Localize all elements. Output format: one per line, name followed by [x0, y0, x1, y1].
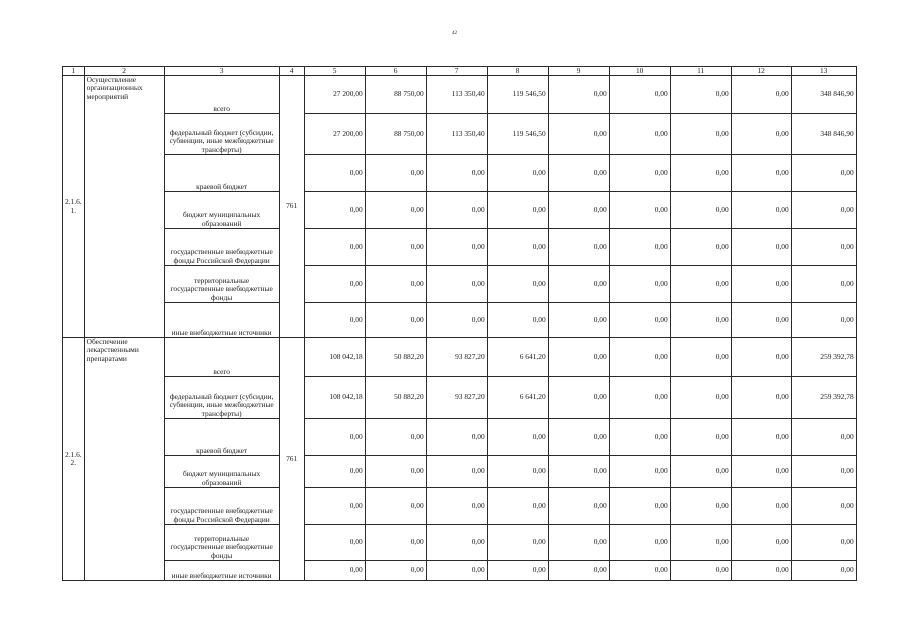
amount-cell: 0,00	[670, 76, 731, 114]
amount-cell: 0,00	[548, 114, 609, 155]
table-row	[63, 456, 857, 488]
grbs-code: 761	[279, 338, 304, 581]
funding-source: всего	[164, 76, 279, 114]
amount-cell: 0,00	[670, 192, 731, 229]
header-cell: 12	[731, 67, 791, 76]
amount-cell: 0,00	[426, 525, 487, 561]
page-number: 42	[452, 31, 457, 36]
header-cell: 8	[487, 67, 548, 76]
header-cell: 6	[365, 67, 426, 76]
amount-cell: 0,00	[426, 488, 487, 525]
amount-cell: 0,00	[731, 525, 791, 561]
amount-cell: 0,00	[609, 338, 670, 377]
amount-cell: 113 350,40	[426, 114, 487, 155]
amount-cell: 0,00	[487, 561, 548, 581]
amount-cell: 0,00	[548, 488, 609, 525]
header-cell: 11	[670, 67, 731, 76]
funding-source: территориальные государственные внебюджетные фонды	[164, 525, 279, 561]
table-row	[63, 561, 857, 581]
amount-cell: 0,00	[548, 155, 609, 192]
amount-cell: 0,00	[791, 229, 856, 266]
amount-cell: 0,00	[609, 229, 670, 266]
funding-source: бюджет муниципальных образований	[164, 192, 279, 229]
budget-table	[62, 66, 857, 581]
amount-cell: 0,00	[365, 456, 426, 488]
funding-source: краевой бюджет	[164, 419, 279, 456]
amount-cell: 0,00	[731, 488, 791, 525]
amount-cell: 0,00	[304, 192, 365, 229]
amount-cell: 0,00	[670, 561, 731, 581]
amount-cell: 0,00	[670, 456, 731, 488]
amount-cell: 0,00	[304, 525, 365, 561]
amount-cell: 0,00	[791, 488, 856, 525]
funding-source: государственные внебюджетные фонды Российской Федерации	[164, 229, 279, 266]
amount-cell: 0,00	[731, 338, 791, 377]
amount-cell: 0,00	[609, 114, 670, 155]
amount-cell: 0,00	[487, 419, 548, 456]
amount-cell: 0,00	[426, 456, 487, 488]
table-row	[63, 76, 857, 114]
amount-cell: 27 200,00	[304, 114, 365, 155]
amount-cell: 0,00	[731, 76, 791, 114]
amount-cell: 0,00	[548, 419, 609, 456]
funding-source: краевой бюджет	[164, 155, 279, 192]
table-row	[63, 488, 857, 525]
amount-cell: 0,00	[548, 266, 609, 303]
amount-cell: 0,00	[791, 525, 856, 561]
amount-cell: 0,00	[548, 561, 609, 581]
table-row	[63, 192, 857, 229]
amount-cell: 0,00	[791, 303, 856, 338]
amount-cell: 88 750,00	[365, 76, 426, 114]
amount-cell: 0,00	[487, 488, 548, 525]
amount-cell: 0,00	[365, 192, 426, 229]
amount-cell: 0,00	[609, 155, 670, 192]
amount-cell: 0,00	[426, 303, 487, 338]
amount-cell: 0,00	[548, 525, 609, 561]
amount-cell: 0,00	[304, 488, 365, 525]
amount-cell: 0,00	[670, 419, 731, 456]
amount-cell: 93 827,20	[426, 377, 487, 419]
amount-cell: 0,00	[670, 229, 731, 266]
amount-cell: 259 392,78	[791, 338, 856, 377]
funding-source: федеральный бюджет (субсидии, субвенции, иные межбюджетные трансферты)	[164, 114, 279, 155]
amount-cell: 0,00	[304, 456, 365, 488]
amount-cell: 0,00	[670, 114, 731, 155]
amount-cell: 0,00	[304, 419, 365, 456]
table-row	[63, 419, 857, 456]
amount-cell: 50 882,20	[365, 377, 426, 419]
header-cell: 1	[63, 67, 85, 76]
amount-cell: 0,00	[670, 338, 731, 377]
amount-cell: 0,00	[609, 76, 670, 114]
activity-name: Обеспечение лекарственными препаратами	[84, 338, 164, 581]
amount-cell: 0,00	[487, 192, 548, 229]
header-cell: 3	[164, 67, 279, 76]
amount-cell: 259 392,78	[791, 377, 856, 419]
funding-source: иные внебюджетные источники	[164, 561, 279, 581]
table-row	[63, 525, 857, 561]
table-row	[63, 303, 857, 338]
header-cell: 7	[426, 67, 487, 76]
funding-source: иные внебюджетные источники	[164, 303, 279, 338]
row-code: 2.1.6. 1.	[63, 76, 85, 338]
amount-cell: 0,00	[426, 155, 487, 192]
funding-source: территориальные государственные внебюджетные фонды	[164, 266, 279, 303]
header-row	[63, 67, 857, 76]
amount-cell: 0,00	[731, 419, 791, 456]
amount-cell: 0,00	[487, 229, 548, 266]
amount-cell: 119 546,50	[487, 114, 548, 155]
table-row	[63, 155, 857, 192]
amount-cell: 0,00	[548, 303, 609, 338]
amount-cell: 0,00	[791, 266, 856, 303]
header-cell: 5	[304, 67, 365, 76]
amount-cell: 113 350,40	[426, 76, 487, 114]
amount-cell: 0,00	[670, 377, 731, 419]
grbs-code: 761	[279, 76, 304, 338]
amount-cell: 0,00	[670, 155, 731, 192]
funding-source: федеральный бюджет (субсидии, субвенции, иные межбюджетные трансферты)	[164, 377, 279, 419]
amount-cell: 0,00	[304, 155, 365, 192]
amount-cell: 0,00	[365, 488, 426, 525]
amount-cell: 0,00	[609, 419, 670, 456]
amount-cell: 0,00	[609, 377, 670, 419]
amount-cell: 0,00	[609, 488, 670, 525]
amount-cell: 0,00	[548, 229, 609, 266]
amount-cell: 348 846,90	[791, 114, 856, 155]
amount-cell: 0,00	[548, 76, 609, 114]
funding-source: государственные внебюджетные фонды Российской Федерации	[164, 488, 279, 525]
header-cell: 2	[84, 67, 164, 76]
amount-cell: 108 042,18	[304, 338, 365, 377]
header-cell: 9	[548, 67, 609, 76]
funding-source: всего	[164, 338, 279, 377]
amount-cell: 0,00	[487, 525, 548, 561]
table-row	[63, 229, 857, 266]
amount-cell: 108 042,18	[304, 377, 365, 419]
amount-cell: 0,00	[609, 303, 670, 338]
amount-cell: 0,00	[609, 266, 670, 303]
amount-cell: 27 200,00	[304, 76, 365, 114]
amount-cell: 0,00	[426, 192, 487, 229]
amount-cell: 0,00	[609, 561, 670, 581]
amount-cell: 0,00	[731, 377, 791, 419]
amount-cell: 0,00	[365, 419, 426, 456]
table-row	[63, 338, 857, 377]
table-row	[63, 266, 857, 303]
amount-cell: 0,00	[365, 229, 426, 266]
amount-cell: 0,00	[426, 266, 487, 303]
row-code: 2.1.6. 2.	[63, 338, 85, 581]
amount-cell: 0,00	[365, 525, 426, 561]
amount-cell: 0,00	[609, 192, 670, 229]
amount-cell: 0,00	[548, 192, 609, 229]
amount-cell: 0,00	[731, 561, 791, 581]
amount-cell: 0,00	[426, 561, 487, 581]
header-cell: 10	[609, 67, 670, 76]
header-cell: 13	[791, 67, 856, 76]
amount-cell: 88 750,00	[365, 114, 426, 155]
amount-cell: 0,00	[609, 525, 670, 561]
amount-cell: 0,00	[487, 266, 548, 303]
table-row	[63, 114, 857, 155]
amount-cell: 0,00	[304, 266, 365, 303]
amount-cell: 0,00	[670, 303, 731, 338]
amount-cell: 6 641,20	[487, 338, 548, 377]
amount-cell: 0,00	[365, 155, 426, 192]
amount-cell: 0,00	[487, 155, 548, 192]
amount-cell: 0,00	[670, 488, 731, 525]
amount-cell: 0,00	[670, 266, 731, 303]
amount-cell: 0,00	[731, 114, 791, 155]
amount-cell: 6 641,20	[487, 377, 548, 419]
amount-cell: 0,00	[548, 338, 609, 377]
header-cell: 4	[279, 67, 304, 76]
funding-source: бюджет муниципальных образований	[164, 456, 279, 488]
activity-name: Осуществление организационных мероприятий	[84, 76, 164, 338]
amount-cell: 348 846,90	[791, 76, 856, 114]
amount-cell: 0,00	[731, 155, 791, 192]
amount-cell: 0,00	[304, 561, 365, 581]
amount-cell: 0,00	[791, 456, 856, 488]
amount-cell: 0,00	[791, 561, 856, 581]
amount-cell: 0,00	[670, 525, 731, 561]
amount-cell: 0,00	[365, 561, 426, 581]
amount-cell: 0,00	[731, 266, 791, 303]
amount-cell: 0,00	[548, 377, 609, 419]
amount-cell: 0,00	[304, 229, 365, 266]
amount-cell: 50 882,20	[365, 338, 426, 377]
amount-cell: 0,00	[791, 419, 856, 456]
amount-cell: 0,00	[426, 229, 487, 266]
amount-cell: 0,00	[731, 456, 791, 488]
amount-cell: 0,00	[365, 266, 426, 303]
amount-cell: 0,00	[304, 303, 365, 338]
amount-cell: 0,00	[365, 303, 426, 338]
amount-cell: 0,00	[426, 419, 487, 456]
amount-cell: 0,00	[487, 456, 548, 488]
amount-cell: 119 546,50	[487, 76, 548, 114]
amount-cell: 0,00	[731, 303, 791, 338]
amount-cell: 0,00	[791, 192, 856, 229]
amount-cell: 0,00	[791, 155, 856, 192]
amount-cell: 93 827,20	[426, 338, 487, 377]
amount-cell: 0,00	[487, 303, 548, 338]
amount-cell: 0,00	[731, 229, 791, 266]
amount-cell: 0,00	[609, 456, 670, 488]
table-row	[63, 377, 857, 419]
amount-cell: 0,00	[548, 456, 609, 488]
amount-cell: 0,00	[731, 192, 791, 229]
